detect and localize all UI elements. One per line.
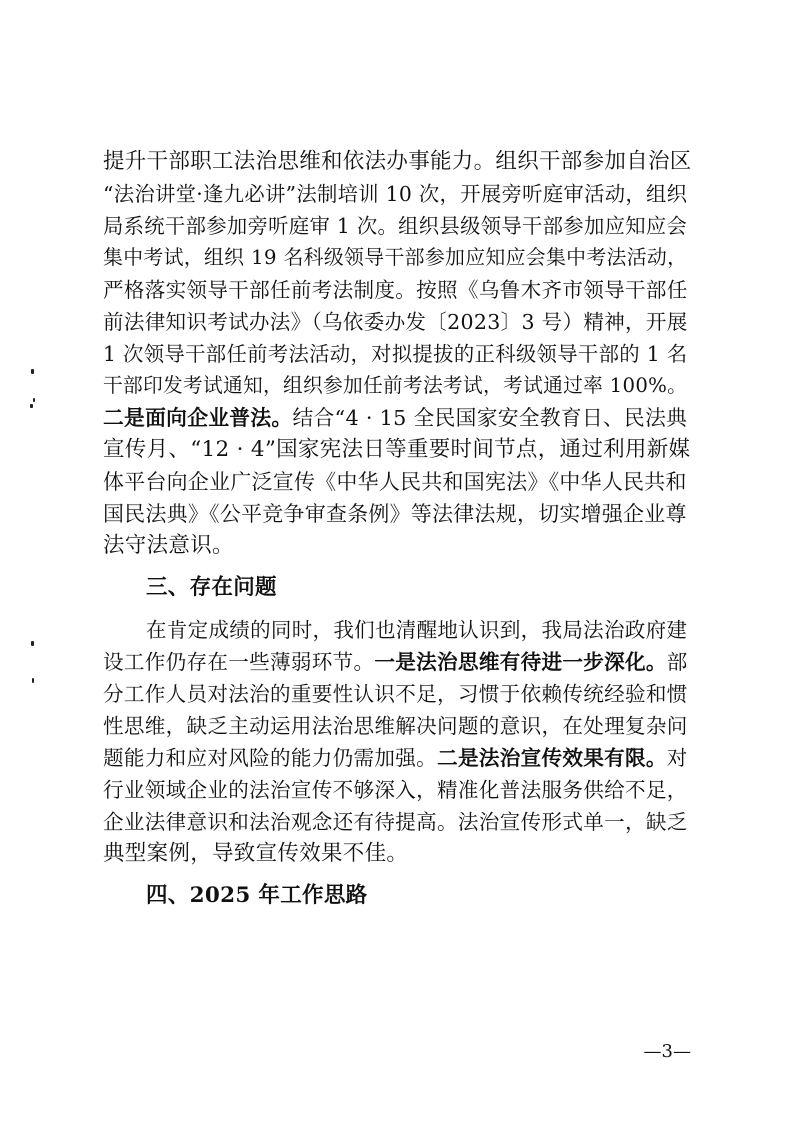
body-line <box>103 146 693 178</box>
margin-mark <box>30 404 33 408</box>
margin-mark <box>31 369 34 374</box>
body-line <box>103 210 693 242</box>
text-segment: 性思维，缺乏主动运用法治思维解决问题的意识，在处理复杂问 <box>103 714 688 738</box>
body-line <box>103 434 693 466</box>
text-segment: 集中考试，组织 19 名科级领导干部参加应知应会集中考法活动， <box>103 246 688 269</box>
margin-mark <box>33 398 35 402</box>
text-segment: 1 次领导干部任前考法活动，对拟提拔的正科级领导干部的 1 名 <box>103 342 688 366</box>
body-line <box>103 646 693 678</box>
body-line <box>103 370 693 402</box>
text-segment: 题能力和应对风险的能力仍需加强。 <box>103 746 438 770</box>
emphasized-text: 二是法治宣传效果有限。 <box>437 746 667 770</box>
body-line <box>103 774 693 806</box>
text-segment: 对 <box>666 746 688 770</box>
body-line <box>103 402 693 434</box>
body-line <box>103 742 693 774</box>
emphasized-text: 四、2025 年工作思路 <box>146 883 368 908</box>
body-line <box>103 806 693 838</box>
text-segment: 体平台向企业广泛宣传《中华人民共和国宪法》《中华人民共和 <box>103 470 687 494</box>
body-line <box>103 678 693 710</box>
text-segment: 提升干部职工法治思维和依法办事能力。组织干部参加自治区 <box>103 149 692 174</box>
text-segment: 局系统干部参加旁听庭审 1 次。组织县级领导干部参加应知应会 <box>103 214 688 238</box>
text-segment: 典型案例，导致宣传效果不佳。 <box>103 841 409 866</box>
text-segment: 行业领域企业的法治宣传不够深入，精准化普法服务供给不足， <box>103 778 688 802</box>
text-segment: 宣传月、“12 · 4”国家宪法日等重要时间节点，通过利用新媒 <box>103 437 691 462</box>
text-segment: 国民法典》《公平竞争审查条例》等法律法规，切实增强企业尊 <box>103 502 687 526</box>
emphasized-text: 三、存在问题 <box>146 575 277 600</box>
text-segment: 法守法意识。 <box>103 533 234 558</box>
text-segment: 严格落实领导干部任前考法制度。按照《乌鲁木齐市领导干部任 <box>103 278 688 302</box>
body-line <box>103 242 693 274</box>
margin-mark <box>31 641 34 646</box>
text-segment: 部 <box>666 650 688 674</box>
emphasized-text: 二是面向企业普法。 <box>103 406 293 430</box>
body-line <box>103 530 693 562</box>
body-line <box>146 614 693 646</box>
body-line <box>103 338 693 370</box>
text-segment: 干部印发考试通知，组织参加任前考法考试，考试通过率 100%。 <box>103 374 688 397</box>
emphasized-text: 一是法治思维有待进一步深化。 <box>374 650 667 674</box>
text-segment: 设工作仍存在一些薄弱环节。 <box>103 650 375 674</box>
text-segment: 企业法律意识和法治观念还有待提高。法治宣传形式单一，缺乏 <box>103 810 688 834</box>
body-line <box>103 178 693 210</box>
section-heading <box>146 572 693 604</box>
body-line <box>103 498 693 530</box>
text-segment: 结合“4 · 15 全民国家安全教育日、民法典 <box>292 406 688 430</box>
section-heading <box>146 880 693 912</box>
body-line <box>103 306 693 338</box>
text-segment: 在肯定成绩的同时，我们也清醒地认识到，我局法治政府建 <box>146 618 688 642</box>
text-segment: 分工作人员对法治的重要性认识不足，习惯于依赖传统经验和惯 <box>103 682 688 706</box>
text-segment: “法治讲堂·逢九必讲”法制培训 10 次，开展旁听庭审活动，组织 <box>103 182 688 206</box>
text-segment: 前法律知识考试办法》（乌依委办发〔2023〕3 号）精神，开展 <box>103 310 688 334</box>
body-line <box>103 710 693 742</box>
page-number: —3— <box>643 1041 691 1062</box>
body-line <box>103 838 693 870</box>
body-line <box>103 466 693 498</box>
margin-mark <box>32 678 34 683</box>
body-line <box>103 274 693 306</box>
